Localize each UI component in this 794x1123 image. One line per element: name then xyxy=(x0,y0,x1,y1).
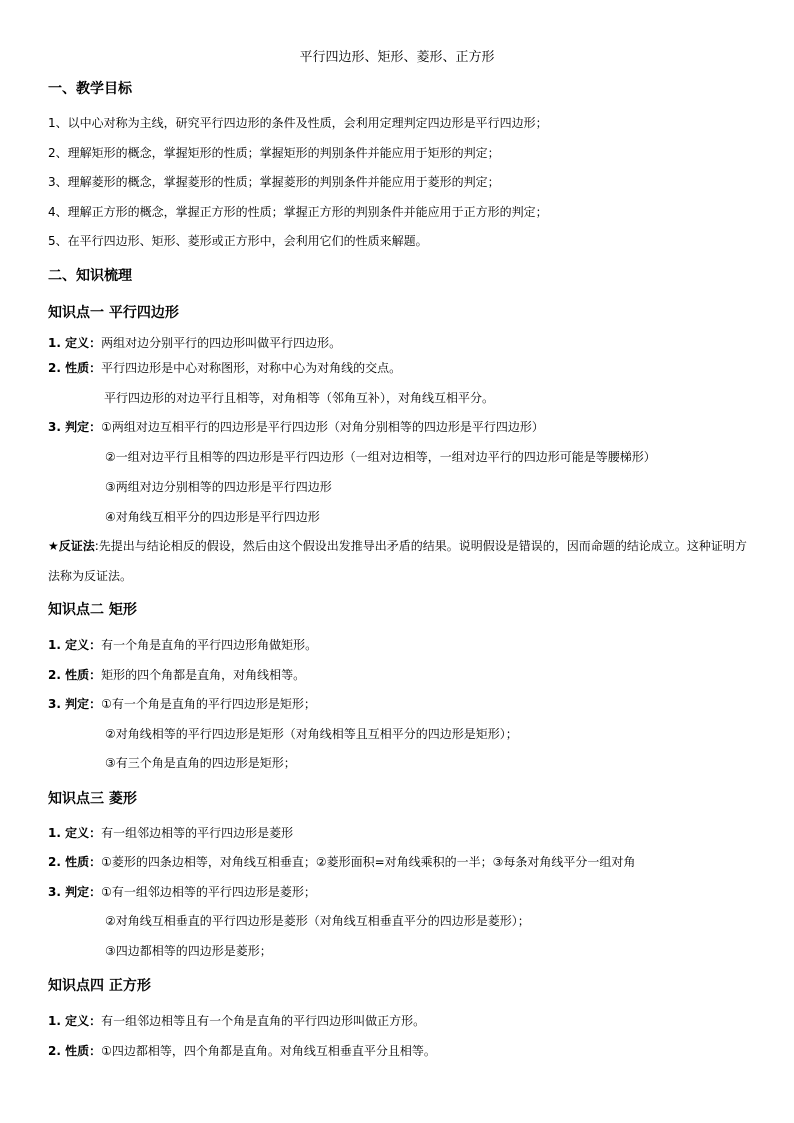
kp1-judge-item: ④对角线互相平分的四边形是平行四边形 xyxy=(105,510,320,524)
kp2-judge-item: ①有一个角是直角的平行四边形是矩形； xyxy=(101,697,316,711)
kp4-def-label: 1. 定义： xyxy=(48,1014,102,1028)
kp3-judge-item: ③四边都相等的四边形是菱形； xyxy=(105,944,272,958)
kp1-judge-item: ③两组对边分别相等的四边形是平行四边形 xyxy=(105,480,332,494)
kp3-def-text: 有一组邻边相等的平行四边形是菱形 xyxy=(101,826,294,840)
kp4-prop-label: 2. 性质： xyxy=(48,1044,102,1058)
kp3-judge-item: ②对角线互相垂直的平行四边形是菱形（对角线互相垂直平分的四边形是菱形）； xyxy=(105,914,530,928)
objective-item: 5、在平行四边形、矩形、菱形或正方形中，会利用它们的性质来解题。 xyxy=(48,234,428,248)
kp3-prop-text: ①菱形的四条边相等，对角线互相垂直；②菱形面积=对角线乘积的一半；③每条对角线平分一组对角 xyxy=(101,855,636,869)
kp2-property xyxy=(48,666,305,684)
kp1-property xyxy=(48,359,401,377)
kp1-prop-text-2: 平行四边形的对边平行且相等，对角相等（邻角互补），对角线互相平分。 xyxy=(104,391,495,405)
kp2-judge-item: ③有三个角是直角的四边形是矩形； xyxy=(105,756,296,770)
objective-item: 1、以中心对称为主线，研究平行四边形的条件及性质，会利用定理判定四边形是平行四边形； xyxy=(48,116,548,130)
kp1-judge xyxy=(48,418,544,436)
kp3-prop-label: 2. 性质： xyxy=(48,855,102,869)
kp2-prop-text: 矩形的四个角都是直角，对角线相等。 xyxy=(101,668,306,682)
objective-item: 2、理解矩形的概念，掌握矩形的性质；掌握矩形的判别条件并能应用于矩形的判定； xyxy=(48,146,500,160)
kp3-property xyxy=(48,853,635,871)
kp1-def-label: 1. 定义： xyxy=(48,336,102,350)
kp1-judge-item: ①两组对边互相平行的四边形是平行四边形（对角分别相等的四边形是平行四边形） xyxy=(101,420,544,434)
kp1-def-text: 两组对边分别平行的四边形叫做平行四边形。 xyxy=(101,336,342,350)
kp2-heading: 知识点二 矩形 xyxy=(48,602,137,618)
kp1-definition xyxy=(48,334,341,352)
kp2-judge-item: ②对角线相等的平行四边形是矩形（对角线相等且互相平分的四边形是矩形）； xyxy=(105,727,518,741)
contradiction-method xyxy=(48,531,748,591)
kp2-judge-label: 3. 判定： xyxy=(48,697,102,711)
kp4-property xyxy=(48,1042,436,1060)
contra-text: :先提出与结论相反的假设，然后由这个假设出发推导出矛盾的结果。说明假设是错误的，因而命题的结论成立。这种证明方法称为反证法。 xyxy=(48,539,747,583)
kp4-def-text: 有一组邻边相等且有一个角是直角的平行四边形叫做正方形。 xyxy=(101,1014,426,1028)
kp2-definition xyxy=(48,636,317,654)
kp1-prop-label: 2. 性质： xyxy=(48,361,102,375)
kp3-heading: 知识点三 菱形 xyxy=(48,791,137,807)
kp3-judge-item: ①有一组邻边相等的平行四边形是菱形； xyxy=(101,885,316,899)
kp3-judge-label: 3. 判定： xyxy=(48,885,102,899)
kp4-prop-text: ①四边都相等，四个角都是直角。对角线互相垂直平分且相等。 xyxy=(101,1044,436,1058)
kp2-def-label: 1. 定义： xyxy=(48,638,102,652)
kp1-prop-text-1: 平行四边形是中心对称图形，对称中心为对角线的交点。 xyxy=(101,361,402,375)
kp2-judge xyxy=(48,695,316,713)
page-title: 平行四边形、矩形、菱形、正方形 xyxy=(299,50,495,65)
kp2-def-text: 有一个角是直角的平行四边形角做矩形。 xyxy=(101,638,318,652)
objective-item: 3、理解菱形的概念，掌握菱形的性质；掌握菱形的判别条件并能应用于菱形的判定； xyxy=(48,175,500,189)
kp3-def-label: 1. 定义： xyxy=(48,826,102,840)
contra-label: ★反证法 xyxy=(48,539,95,553)
kp1-judge-item: ②一组对边平行且相等的四边形是平行四边形（一组对边相等，一组对边平行的四边形可能是等腰梯形） xyxy=(105,450,656,464)
section-heading-knowledge: 二、知识梳理 xyxy=(48,268,132,284)
kp4-definition xyxy=(48,1012,425,1030)
kp2-prop-label: 2. 性质： xyxy=(48,668,102,682)
kp1-heading: 知识点一 平行四边形 xyxy=(48,305,179,321)
kp3-definition xyxy=(48,824,293,842)
objective-item: 4、理解正方形的概念，掌握正方形的性质；掌握正方形的判别条件并能应用于正方形的判定； xyxy=(48,205,548,219)
kp4-heading: 知识点四 正方形 xyxy=(48,978,151,994)
kp1-judge-label: 3. 判定： xyxy=(48,420,102,434)
section-heading-objectives: 一、教学目标 xyxy=(48,81,132,97)
kp3-judge xyxy=(48,883,316,901)
